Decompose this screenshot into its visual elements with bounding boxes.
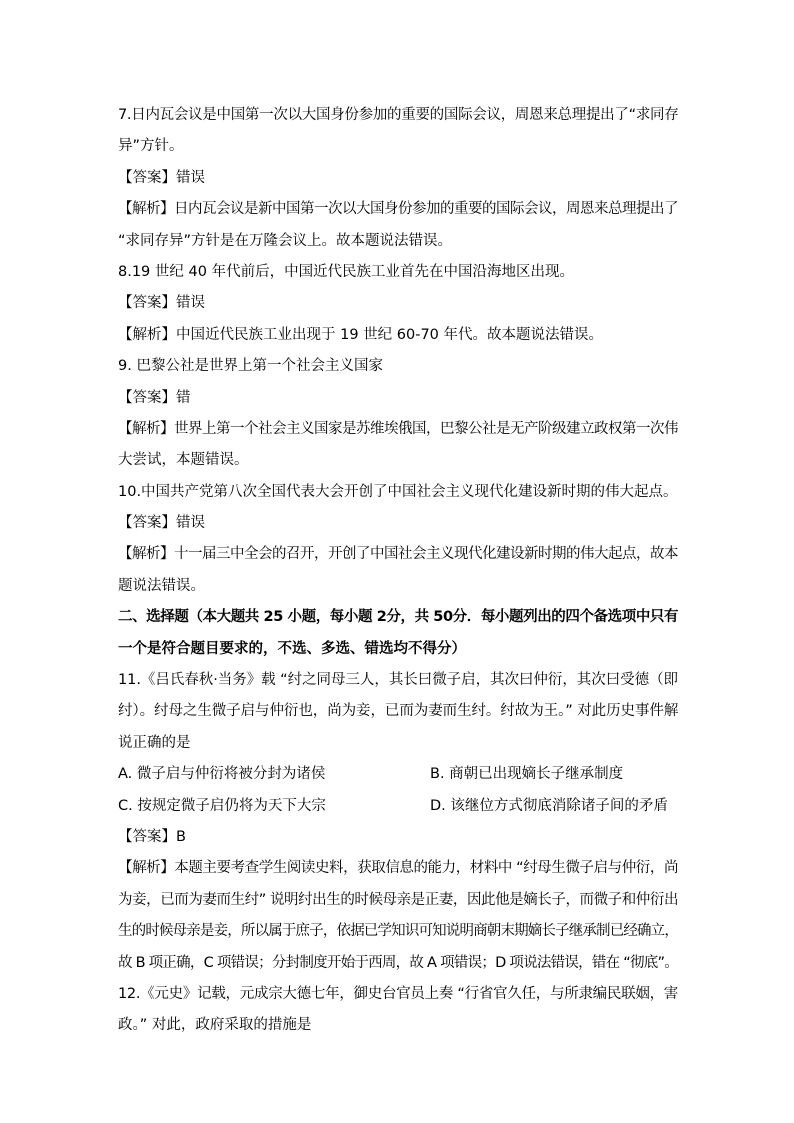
answer-10: 【答案】错误	[118, 515, 205, 532]
question-12-line-2: 政。” 对此，政府采取的措施是	[118, 1017, 312, 1034]
question-12-line-1: 12.《元史》记载，元成宗大德七年，御史台官员上奏 “行省官久任，与所隶编民联姻，害	[118, 985, 678, 1002]
option-b: B. 商朝已出现嫡长子继承制度	[430, 766, 624, 783]
analysis-7-line-1: 【解析】日内瓦会议是新中国第一次以大国身份参加的重要的国际会议，周恩来总理提出了	[118, 201, 678, 218]
answer-11: 【答案】B	[118, 828, 186, 845]
analysis-10-line-2: 题说法错误。	[118, 577, 205, 594]
option-d: D. 该继位方式彻底消除诸子间的矛盾	[430, 797, 668, 814]
question-11-line-1: 11.《吕氏春秋·当务》载 “纣之同母三人，其长曰微子启，其次曰仲衍，其次曰受德（即	[118, 672, 678, 689]
question-8: 8.19 世纪 40 年代前后，中国近代民族工业首先在中国沿海地区出现。	[118, 263, 575, 280]
analysis-10-line-1: 【解析】十一届三中全会的召开，开创了中国社会主义现代化建设新时期的伟大起点，故本	[118, 546, 678, 563]
answer-9: 【答案】错	[118, 389, 191, 406]
answer-8: 【答案】错误	[118, 295, 205, 312]
question-11-options-row-2	[118, 791, 678, 822]
analysis-9-line-1: 【解析】世界上第一个社会主义国家是苏维埃俄国，巴黎公社是无产阶级建立政权第一次伟	[118, 420, 678, 437]
section-2-heading-line-1: 二、选择题（本大题共 25 小题，每小题 2分，共 50分．每小题列出的四个备选项中只有	[118, 609, 679, 626]
option-a: A. 微子启与仲衍将被分封为诸侯	[118, 766, 326, 783]
analysis-7-line-2: “求同存异”方针是在万隆会议上。故本题说法错误。	[118, 232, 453, 249]
question-11-line-2: 纣）。纣母之生微子启与仲衍也，尚为妾，已而为妻而生纣。纣故为王。” 对此历史事件解	[118, 703, 679, 720]
question-10: 10.中国共产党第八次全国代表大会开创了中国社会主义现代化建设新时期的伟大起点。	[118, 483, 678, 500]
analysis-11-line-3: 生的时候母亲是妾，所以属于庶子，依据已学知识可知说明商朝末期嫡长子继承制已经确立，	[118, 923, 678, 940]
analysis-11-line-2: 为妾，已而为妻而生纣” 说明纣出生的时候母亲是正妻，因此他是嫡长子，而微子和仲衍出	[118, 891, 678, 908]
question-9: 9. 巴黎公社是世界上第一个社会主义国家	[118, 358, 383, 375]
section-2-heading-line-2: 一个是符合题目要求的，不选、多选、错选均不得分）	[118, 640, 466, 657]
page-content	[118, 100, 678, 1042]
question-7-line-2: 异”方针。	[118, 138, 184, 155]
analysis-11-line-1: 【解析】本题主要考查学生阅读史料，获取信息的能力，材料中 “纣母生微子启与仲衍，尚	[118, 860, 678, 877]
question-11-line-3: 说正确的是	[118, 734, 191, 751]
answer-7: 【答案】错误	[118, 169, 205, 186]
option-c: C. 按规定微子启仍将为天下大宗	[118, 797, 326, 814]
analysis-9-line-2: 大尝试，本题错误。	[118, 452, 249, 469]
question-11-options-row-1	[118, 759, 678, 790]
analysis-8: 【解析】中国近代民族工业出现于 19 世纪 60-70 年代。故本题说法错误。	[118, 326, 604, 343]
question-7-line-1: 7.日内瓦会议是中国第一次以大国身份参加的重要的国际会议，周恩来总理提出了“求同存	[118, 107, 679, 123]
analysis-11-line-4: 故 B 项正确，C 项错误；分封制度开始于西周，故 A 项错误；D 项说法错误，错在 “彻底”。	[118, 954, 678, 971]
